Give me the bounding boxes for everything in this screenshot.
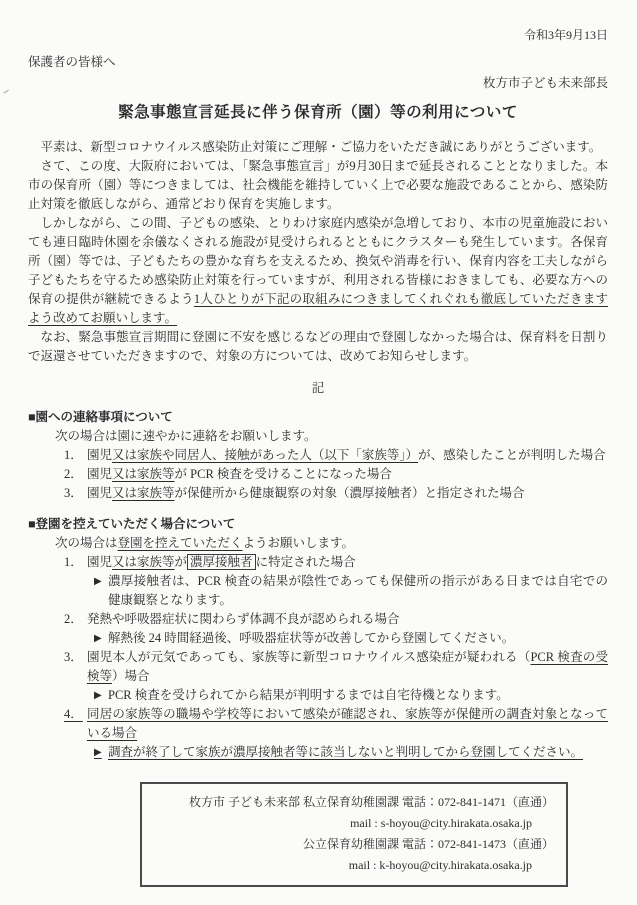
item-text [87, 446, 608, 465]
sub-note-text: PCR 検査を受けられてから結果が判明するまでは自宅待機となります。 [108, 688, 509, 702]
sub-note [94, 572, 608, 610]
item-text-run: 園児 [87, 486, 113, 500]
item-text-run: ）場合 [112, 669, 150, 683]
intro-text-run: ようお願いします。 [242, 536, 355, 550]
contact-info-box [140, 782, 568, 887]
paragraph-extension-notice: さて、この度、大阪府においては、「緊急事態宣言」が9月30日まで延長されることとなりました。本市の保育所（園）等につきましては、社会機能を維持していく上で必要な施設であることから、感染防止対策を徹底しながら、通常どおり保育を実施します。 [28, 159, 608, 211]
list-item [64, 648, 608, 686]
item-number: 4． [64, 707, 83, 721]
section-contact-matters [28, 408, 608, 503]
item-text-underlined: 同居の家族等の職場や学校等において感染が確認され、家族等が保健所の調査対象となっている場合 [87, 707, 608, 740]
list-item [64, 553, 608, 572]
paragraph-infection-status [28, 214, 608, 328]
item-text-run: 園児 [87, 448, 113, 462]
list-item [64, 446, 608, 465]
contact-mail-public: mail : k-hoyou@city.hirakata.osaka.jp [348, 858, 532, 872]
paragraph-greeting: 平素は、新型コロナウイルス感染防止対策にご理解・ご協力をいただき誠にありがとうございます。 [40, 140, 602, 154]
item-text [87, 648, 608, 686]
document-title: 緊急事態宣言延長に伴う保育所（園）等の利用について [118, 104, 518, 121]
list-item [64, 465, 608, 484]
document-date: 令和3年9月13日 [523, 28, 608, 42]
item-text-run: に特定された場合 [255, 555, 356, 569]
item-text-run: が保健所から健康観察の対象（濃厚接触者）と指定された場合 [174, 486, 525, 500]
sender-name: 枚方市子ども未来部長 [482, 76, 608, 90]
arrow-bullet-icon: ▶ [94, 690, 102, 701]
arrow-bullet-icon: ▶ [94, 633, 102, 644]
section-refrain-attendance [28, 515, 608, 762]
salutation: 保護者の皆様へ [28, 55, 116, 69]
item-number: 2． [64, 612, 83, 626]
sub-note [94, 743, 608, 762]
list-item [64, 484, 608, 503]
sub-note-text: 解熱後 24 時間経過後、呼吸器症状等が改善してから登園してください。 [108, 631, 515, 645]
item-text [87, 705, 608, 743]
item-number: 2． [64, 467, 83, 481]
item-text-boxed: 濃厚接触者 [187, 554, 256, 570]
item-text-run: が PCR 検査を受けることになった場合 [174, 467, 392, 481]
item-number: 1． [64, 555, 83, 569]
item-text [87, 553, 608, 572]
list-item [64, 705, 608, 743]
intro-text-underlined: 登園を控えていただく [117, 536, 243, 550]
arrow-bullet-icon: ▶ [94, 747, 102, 758]
item-text-run: が、感染したことが判明した場合 [418, 448, 606, 462]
sub-note [94, 686, 608, 705]
item-text-underlined: 又は家族や同居人、接触があった人（以下「家族等」） [112, 448, 419, 462]
contact-dept-private: 枚方市 子ども未来部 私立保育幼稚園課 電話：072-841-1471（直通） [189, 795, 554, 809]
item-number: 1． [64, 448, 83, 462]
item-text-underlined: PCR 検査の受検等 [87, 650, 608, 683]
item-text-underlined: 又は家族等 [112, 555, 175, 569]
item-text [87, 484, 608, 503]
contact-dept-public: 公立保育幼稚園課 電話：072-841-1473（直通） [303, 837, 554, 851]
item-text-run: が [174, 555, 188, 569]
intro-text-run: 次の場合は [55, 536, 118, 550]
contact-mail-private: mail : s-hoyou@city.hirakata.osaka.jp [350, 816, 532, 830]
item-text: 発熱や呼吸器症状に関わらず体調不良が認められる場合 [87, 612, 400, 626]
section2-intro [55, 534, 608, 553]
item-number: 3． [64, 650, 83, 664]
item-text-underlined: 又は家族等 [112, 486, 175, 500]
paragraph-infection-status-text: しかしながら、この間、子どもの感染、とりわけ家庭内感染が急増しており、本市の児童施設においても連日臨時休園を余儀なくされる施設が見受けられるとともにクラスターも発生しています。各保育所（園）等では、子どもたちの豊かな育ちを支えるため、換気や消毒を行い、保育内容を工夫しながら子どもたちを守るため感染防止対策を行っていますが、利用される皆様におきましても、必要な方への保育の提供が継続できるよう [28, 216, 608, 306]
scan-artifact [1, 87, 10, 95]
sub-note [94, 629, 608, 648]
sub-note-text: 調査が終了して家族が濃厚接触者等に該当しないと判明してから登園してください。 [108, 745, 584, 759]
list-item [64, 610, 608, 629]
item-text [87, 465, 608, 484]
paragraph-fee-refund: なお、緊急事態宣言期間に登園に不安を感じるなどの理由で登園しなかった場合は、保育料を日割りで返還させていただきますので、対象の方については、改めてお知らせします。 [28, 330, 608, 363]
item-text-run: 園児 [87, 555, 113, 569]
ki-marker: 記 [311, 381, 325, 395]
paragraph-infection-status-underlined: 1人ひとりが下記の取組みにつきましてくれぐれも徹底していただきますよう改めてお願いします。 [28, 292, 608, 325]
item-text-run: 園児 [87, 467, 113, 481]
section2-heading: ■登園を控えていただく場合について [28, 517, 236, 531]
section1-heading: ■園への連絡事項について [28, 410, 173, 424]
sub-note-text: 濃厚接触者は、PCR 検査の結果が陰性であっても保健所の指示がある日までは自宅での健康観察となります。 [108, 574, 608, 607]
item-text-underlined: 又は家族等 [112, 467, 175, 481]
section1-intro: 次の場合は園に速やかに連絡をお願いします。 [55, 429, 317, 443]
arrow-bullet-icon: ▶ [94, 576, 102, 587]
item-text-run: 園児本人が元気であっても、家族等に新型コロナウイルス感染症が疑われる（ [87, 650, 531, 664]
item-number: 3． [64, 486, 83, 500]
